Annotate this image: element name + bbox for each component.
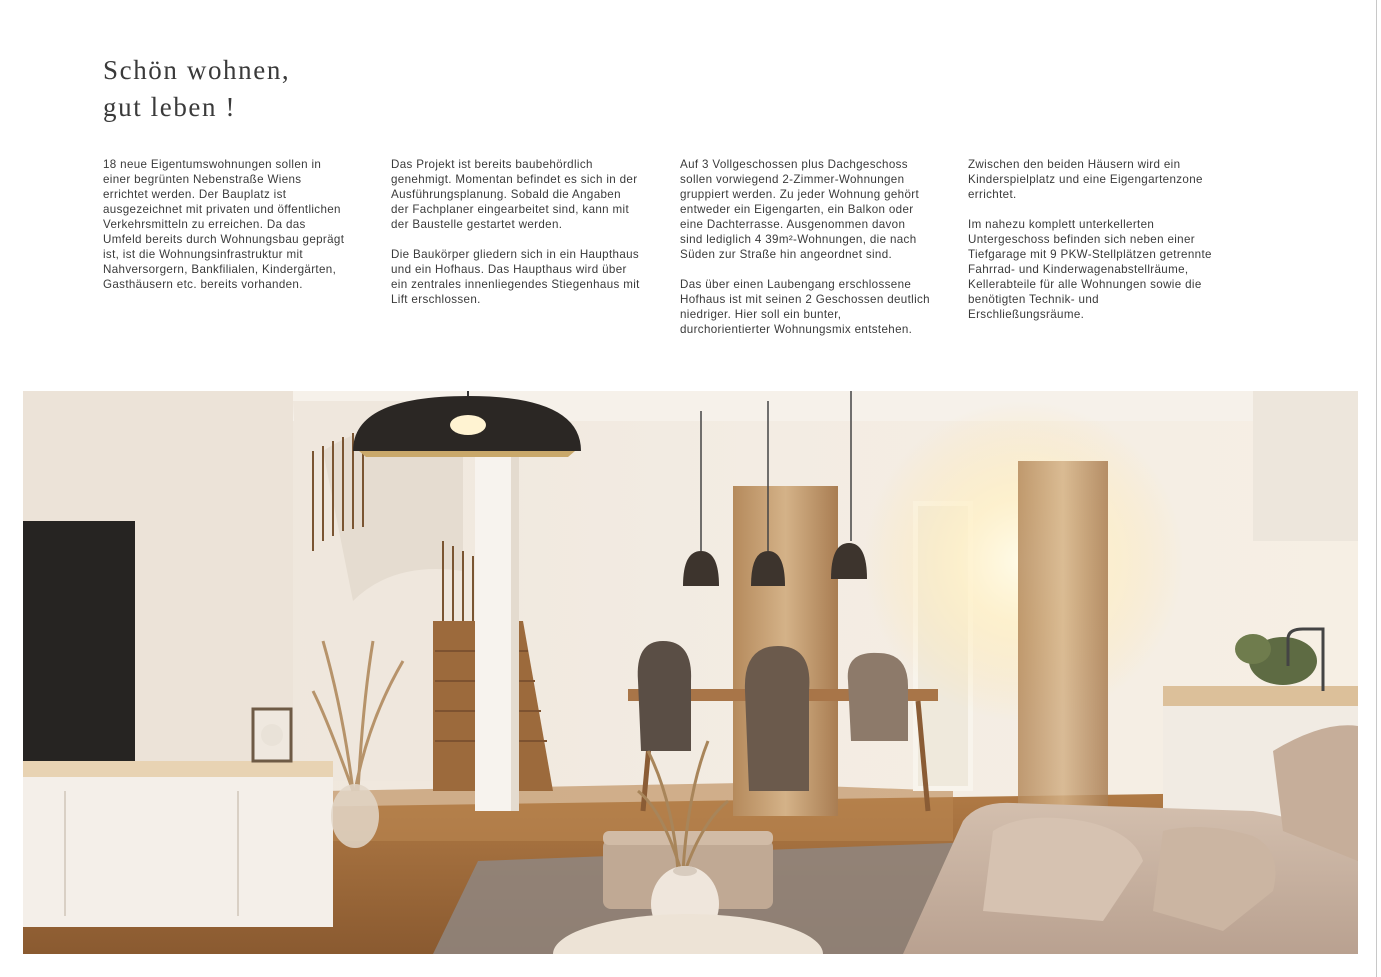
text-column-4 <box>968 157 1218 322</box>
paragraph: Das Projekt ist bereits baubehördlich genehmigt. Momentan befindet es sich in der Ausführungsplanung. Sobald die Angaben der Fachplaner eingearbeitet sind, kann mit der Baustelle gestartet werden. <box>391 158 638 231</box>
title-line-1: Schön wohnen, <box>103 55 291 85</box>
title-line-2: gut leben ! <box>103 92 237 122</box>
paragraph: 18 neue Eigentumswohnungen sollen in einer begrünten Nebenstraße Wiens errichtet werden. Der Bauplatz ist ausgezeichnet mit privaten und öffentlichen Verkehrsmitteln zu erreichen. Da das Umfeld bereits durch Wohnungsbau geprägt ist, ist die Wohnungsinfrastruktur mit Nahversorgern, Bankfilialen, Kindergärten, Gasthäusern etc. bereits vorhanden. <box>103 158 345 291</box>
paragraph: Zwischen den beiden Häusern wird ein Kinderspielplatz und eine Eigengartenzone errichtet. <box>968 158 1203 201</box>
paragraph: Das über einen Laubengang erschlossene Hofhaus ist mit seinen 2 Geschossen deutlich niedriger. Hier soll ein bunter, durchorientierter Wohnungsmix entstehen. <box>680 278 930 336</box>
paragraph: Die Baukörper gliedern sich in ein Haupthaus und ein Hofhaus. Das Haupthaus wird über ein zentrales innenliegendes Stiegenhaus mit Lift erschlossen. <box>391 248 640 306</box>
text-column-1 <box>103 157 348 292</box>
paragraph: Auf 3 Vollgeschossen plus Dachgeschoss sollen vorwiegend 2-Zimmer-Wohnungen gruppiert werden. Zu jeder Wohnung gehört entweder ein Eigengarten, ein Balkon oder eine Dachterrasse. Ausgenommen davon sind lediglich 4 39m²-Wohnungen, die nach Süden zur Straße hin angeordnet sind. <box>680 158 920 261</box>
text-column-3 <box>680 157 930 337</box>
text-column-2 <box>391 157 641 307</box>
page-edge-line <box>1376 0 1377 977</box>
page-title <box>103 52 290 126</box>
interior-rendering-image <box>23 391 1358 954</box>
paragraph: Im nahezu komplett unterkellerten Untergeschoss befinden sich neben einer Tiefgarage mit 9 PKW-Stellplätzen getrennte Fahrrad- und Kinderwagenabstellräume, Kellerabteile für alle Wohnungen sowie die benötigten Technik- und Erschließungsräume. <box>968 218 1212 321</box>
